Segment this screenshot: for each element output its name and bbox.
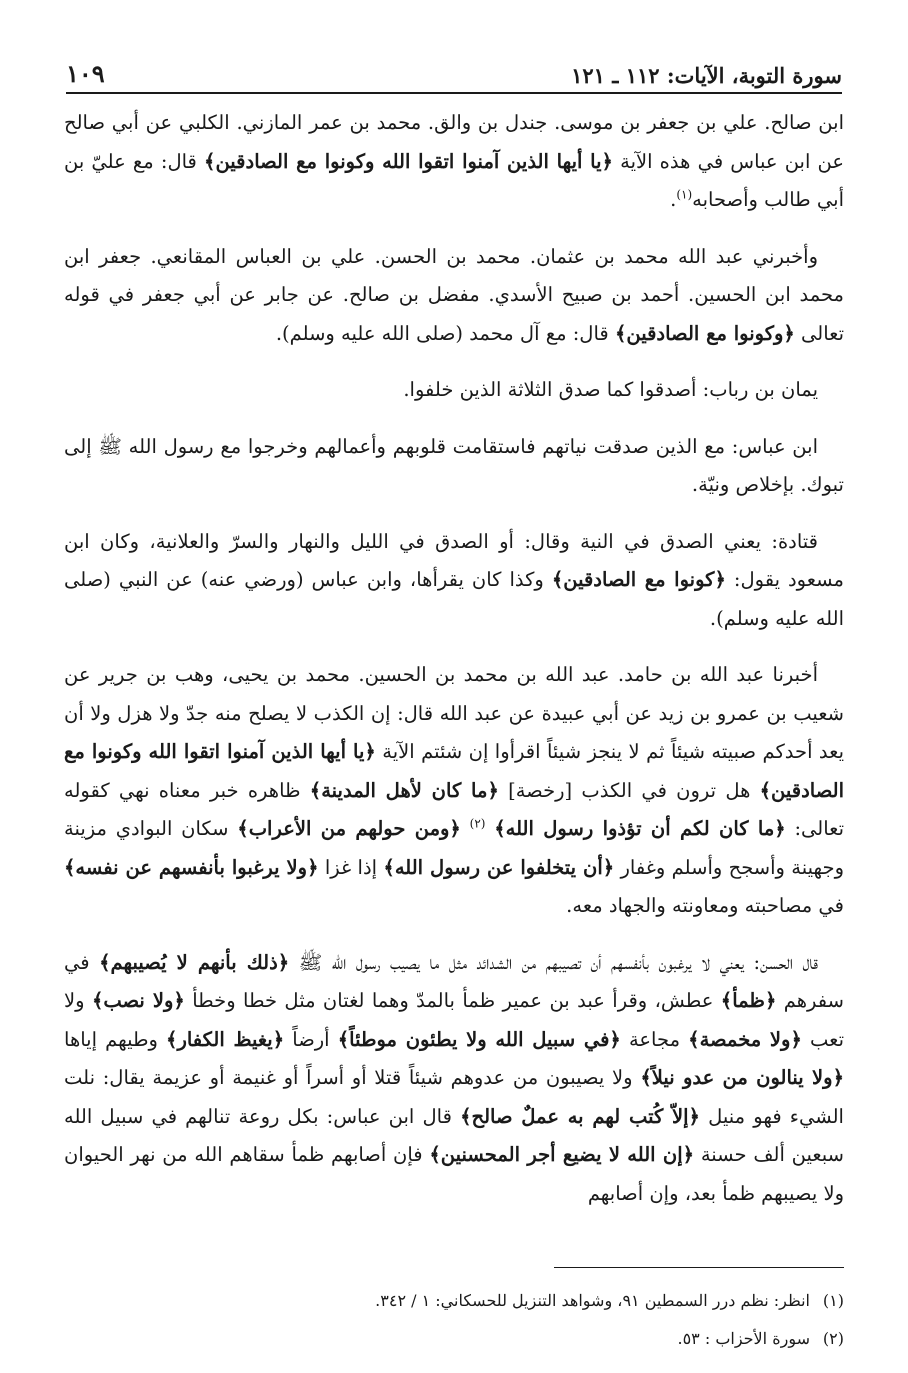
text-run: قال ابن عباس: بكل روعة تنالهم في سبيل الله سبعين ألف حسنة [64, 1104, 845, 1166]
text-run: عطش، وقرأ عبد بن عمير ظمأ بالمدّ وهما لغتان مثل خطا وخطأ [184, 989, 721, 1012]
main-text [64, 104, 844, 1231]
quran-verse: ﴿ما كان لكم أن تؤذوا رسول الله﴾ [494, 817, 786, 840]
quran-verse: ﴿ولا مخمصة﴾ [688, 1027, 802, 1051]
text-run: يمان بن رباب: أصدقوا كما صدق الثلاثة الذين خلفوا. [403, 378, 818, 401]
footnote [64, 1320, 844, 1358]
quran-verse: ﴿ومن حولهم من الأعراب﴾ [237, 817, 461, 840]
paragraph-p7 [64, 944, 844, 1214]
paragraph-p1 [64, 104, 844, 220]
footnote-text: سورة الأحزاب : ٥٣. [677, 1329, 810, 1348]
quran-verse: ﴿أن يتخلفوا عن رسول الله﴾ [383, 855, 615, 879]
text-run: ولا يصيبون من عدوهم شيئاً قتلا أو أسراً أو غنيمة أو عزيمة يقال: نلت الشيء فهو منيل [64, 1066, 844, 1128]
text-run: أرضاً [284, 1027, 338, 1051]
paragraph-p5 [64, 523, 844, 639]
text-run [485, 817, 494, 840]
text-run [461, 817, 470, 840]
quran-verse: ﴿في سبيل الله ولا يطئون موطئاً﴾ [337, 1027, 621, 1051]
quran-verse: ﴿إلاّ كُتب لهم به عملٌ صالح﴾ [460, 1104, 700, 1128]
footnote [64, 1282, 844, 1320]
text-run: وكذا كان يقرأها، وابن عباس (ورضي عنه) عن النبي (صلى الله عليه وسلم). [64, 568, 844, 630]
quran-verse: ﴿ظمأ﴾ [720, 989, 777, 1012]
text-run: قال: مع عليّ بن أبي طالب وأصحابه [64, 149, 844, 211]
footnote-number: (١) [822, 1291, 844, 1310]
text-run: قتادة: يعني الصدق في النية وقال: أو الصدق في الليل والنهار والسرّ والعلانية، وكان ابن مسعود يقول: [64, 529, 844, 591]
text-run: سكان البوادي مزينة وجهينة وأسجح وأسلم وغفار [64, 817, 844, 879]
text-run: وطيهم إياها [64, 1027, 167, 1051]
footnotes [64, 1282, 844, 1358]
footnote-divider [554, 1267, 844, 1268]
page-number: ١٠٩ [66, 59, 105, 88]
text-run: ظاهره خبر معناه نهي كقوله تعالى: [64, 778, 845, 840]
text-run: في مصاحبته ومعاونته والجهاد معه. [566, 894, 844, 917]
footnote-ref: (١) [676, 187, 693, 202]
text-run: إذا غزا [318, 855, 384, 879]
text-run: وأخبرني عبد الله محمد بن عثمان. محمد بن الحسن. علي بن العباس المقانعي. جعفر ابن محمد ابن الحسين. أحمد بن صبيح الأسدي. مفضل بن صالح. عن جابر عن أبي جعفر في قوله تعالى [64, 244, 844, 345]
text-run: مجاعة [620, 1027, 689, 1051]
quran-verse: ﴿ما كان لأهل المدينة﴾ [309, 778, 499, 802]
quran-verse: ﴿يا أيها الذين آمنوا اتقوا الله وكونوا مع الصادقين﴾ [204, 149, 613, 173]
paragraph-p3 [64, 371, 844, 410]
text-run: ولا تعب [64, 989, 844, 1051]
quran-verse: ﴿ولا يرغبوا بأنفسهم عن نفسه﴾ [64, 855, 319, 879]
page-header [66, 40, 842, 94]
text-run: في سفرهم [64, 950, 844, 1012]
quran-verse: ﴿إن الله لا يضيع أجر المحسنين﴾ [429, 1143, 695, 1166]
quran-verse: ﴿وكونوا مع الصادقين﴾ [614, 321, 795, 345]
quran-verse: ﴿كونوا مع الصادقين﴾ [551, 568, 726, 591]
text-run: ابن عباس: مع الذين صدقت نياتهم فاستقامت قلوبهم وأعمالهم وخرجوا مع رسول الله ﷺ إلى تبوك. بإخلاص ونيّة. [64, 434, 844, 496]
text-run: قال الحسن: يعني لا يرغبون بأنفسهم أن تصيبهم من الشدائد مثل ما يصيب رسول الله ﷺ [289, 950, 819, 974]
quran-verse: ﴿ولا ينالون من عدو نيلاً﴾ [640, 1066, 844, 1089]
paragraph-p2 [64, 238, 844, 354]
running-title: سورة التوبة، الآيات: ١١٢ ـ ١٢١ [571, 63, 842, 88]
text-run: هل ترون في الكذب [رخصة] [498, 778, 760, 802]
quran-verse: ﴿ذلك بأنهم لا يُصيبهم﴾ [99, 950, 290, 974]
text-run: . [670, 188, 677, 211]
footnote-number: (٢) [822, 1329, 844, 1348]
text-run: أخبرنا عبد الله بن حامد. عبد الله بن محمد بن الحسين. محمد بن يحيى، وهب بن جرير عن شعيب بن عمرو بن زيد عن أبي عبيدة عن عبد الله قال: إن الكذب لا يصلح منه جدّ ولا هزل ولا أن يعد أحدكم صبيته شيئاً ثم لا ينجز شيئاً اقرأوا إن شئتم الآية [64, 663, 844, 763]
footnote-text: انظر: نظم درر السمطين ٩١، وشواهد التنزيل للحسكاني: ١ / ٣٤٢. [375, 1291, 810, 1310]
text-run: قال: مع آل محمد (صلى الله عليه وسلم). [275, 321, 615, 345]
quran-verse: ﴿يا أيها الذين آمنوا اتقوا الله وكونوا مع الصادقين﴾ [64, 740, 844, 802]
text-run: فإن أصابهم ظمأ سقاهم الله من نهر الحيوان ولا يصيبهم ظمأ بعد، وإن أصابهم [64, 1143, 844, 1205]
footnote-ref: (٢) [469, 816, 486, 831]
text-run: ابن صالح. علي بن جعفر بن موسى. جندل بن والق. محمد بن عمر المازني. الكلبي عن أبي صالح عن ابن عباس في هذه الآية [64, 111, 845, 173]
quran-verse: ﴿يغيظ الكفار﴾ [166, 1027, 285, 1051]
quran-verse: ﴿ولا نصب﴾ [91, 989, 185, 1012]
paragraph-p6 [64, 656, 844, 926]
paragraph-p4 [64, 428, 844, 505]
